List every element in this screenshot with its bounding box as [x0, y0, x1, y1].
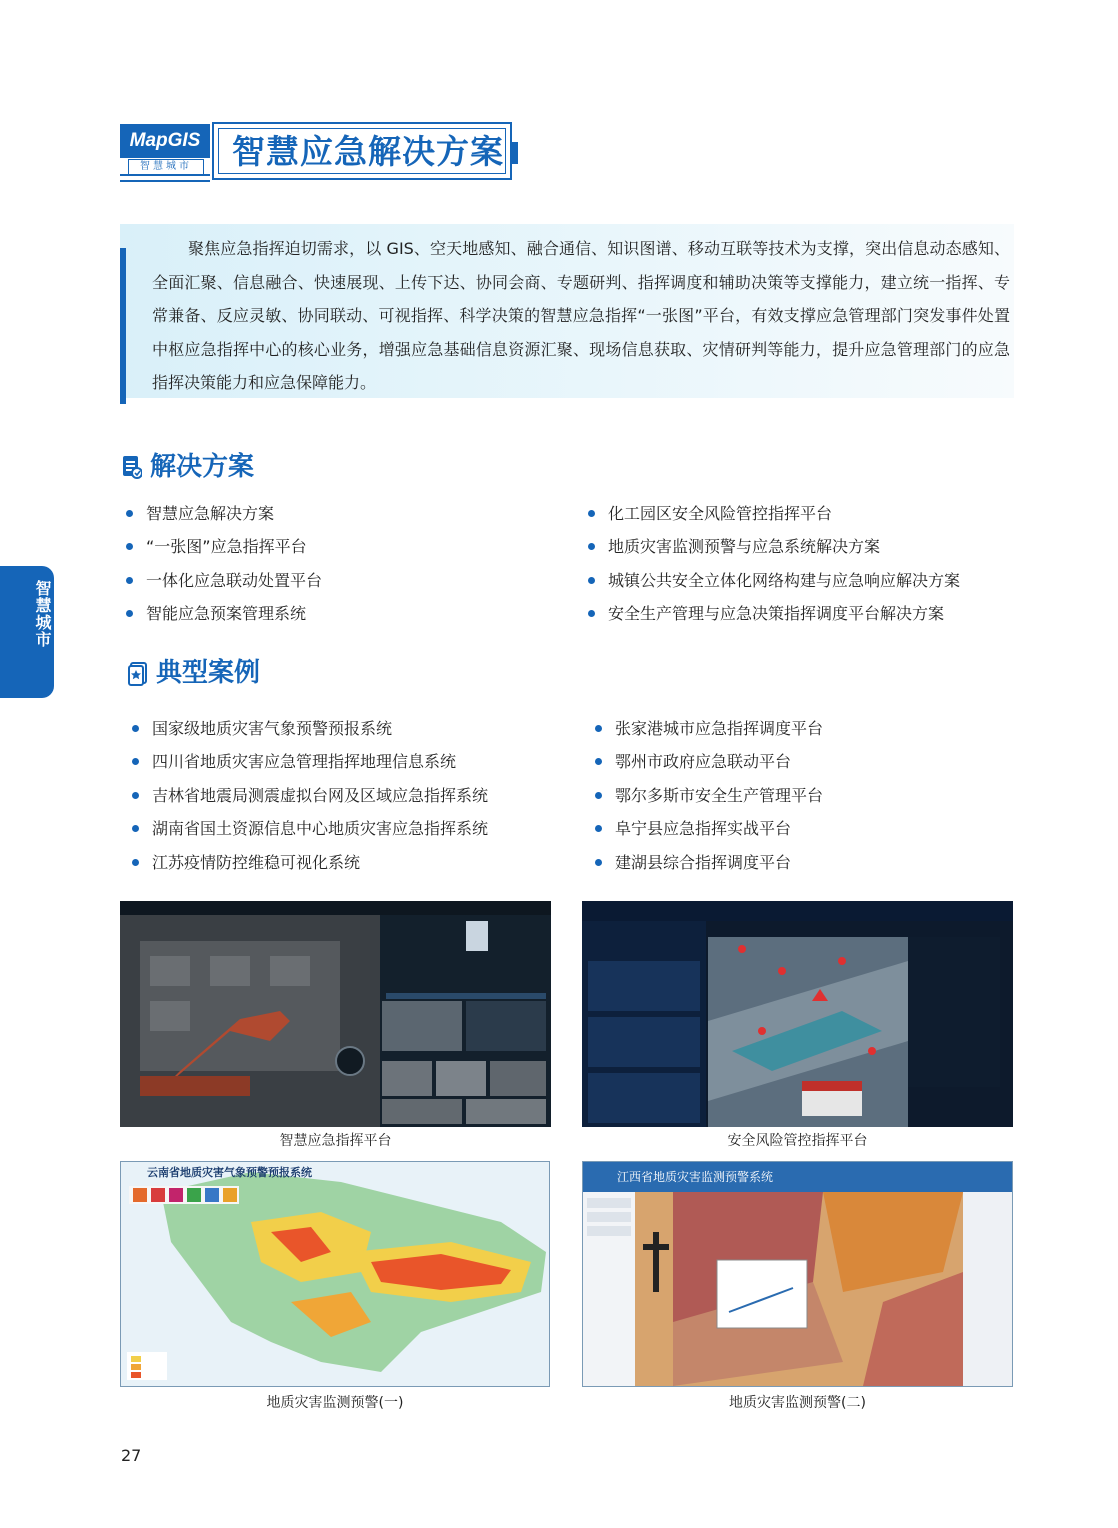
solutions-list-left	[124, 497, 322, 631]
list-item: 智能应急预案管理系统	[124, 597, 322, 630]
list-item: 鄂州市政府应急联动平台	[593, 745, 823, 778]
list-item: 智慧应急解决方案	[124, 497, 322, 530]
logo-brand: MapGIS	[120, 124, 210, 158]
figure-geohazard-one	[120, 1161, 550, 1387]
figure-caption: 地质灾害监测预警(二)	[729, 1395, 866, 1411]
list-item: 江苏疫情防控维稳可视化系统	[130, 846, 488, 879]
cases-list-left	[130, 712, 488, 879]
figure-risk-control	[582, 901, 1013, 1127]
geohazard-map-one	[121, 1162, 549, 1386]
risk-control-image	[582, 901, 1013, 1127]
solutions-heading: 解决方案	[150, 452, 255, 482]
geohazard-map-two	[583, 1162, 1012, 1386]
intro-box	[120, 224, 1014, 398]
side-tab-label: 智慧城市	[33, 580, 52, 648]
page-title: 智慧应急解决方案	[232, 132, 504, 171]
list-item: 吉林省地震局测震虚拟台网及区域应急指挥系统	[130, 779, 488, 812]
intro-text: 聚焦应急指挥迫切需求，以 GIS、空天地感知、融合通信、知识图谱、移动互联等技术为支撑，突出信息动态感知、全面汇聚、信息融合、快速展现、上传下达、协同会商、专题研判、指挥调度和辅助决策等支撑能力，建立统一指挥、专常兼备、反应灵敏、协同联动、可视指挥、科学决策的智慧应急指挥“一张图”平台，有效支撑应急管理部门突发事件处置中枢应急指挥中心的核心业务，增强应急基础信息资源汇聚、现场信息获取、灾情研判等能力，提升应急管理部门的应急指挥决策能力和应急保障能力。	[152, 239, 1010, 392]
side-tab	[0, 566, 54, 698]
figure-caption: 地质灾害监测预警(一)	[266, 1395, 404, 1411]
figure-geohazard-two	[582, 1161, 1013, 1387]
list-item: 阜宁县应急指挥实战平台	[593, 812, 823, 845]
logo-lines	[120, 174, 210, 182]
list-item: 鄂尔多斯市安全生产管理平台	[593, 779, 823, 812]
list-item: 张家港城市应急指挥调度平台	[593, 712, 823, 745]
list-item: 四川省地质灾害应急管理指挥地理信息系统	[130, 745, 488, 778]
logo-subtitle: 智慧城市	[128, 159, 204, 175]
list-item: 建湖县综合指挥调度平台	[593, 846, 823, 879]
geohazard-two-title: 江西省地质灾害监测预警系统	[617, 1170, 774, 1184]
cases-list-right	[593, 712, 823, 879]
document-icon	[122, 455, 142, 479]
figure-caption: 安全风险管控指挥平台	[727, 1133, 868, 1149]
figure-emergency-command	[120, 901, 551, 1127]
figure-caption: 智慧应急指挥平台	[279, 1133, 392, 1149]
list-item: 安全生产管理与应急决策指挥调度平台解决方案	[586, 597, 960, 630]
star-document-icon	[128, 662, 148, 686]
geohazard-one-title: 云南省地质灾害气象预警预报系统	[147, 1166, 312, 1179]
title-bar	[512, 142, 518, 164]
solutions-list-right	[586, 497, 960, 631]
title-frame	[212, 122, 512, 180]
list-item: 化工园区安全风险管控指挥平台	[586, 497, 960, 530]
list-item: 湖南省国土资源信息中心地质灾害应急指挥系统	[130, 812, 488, 845]
list-item: 地质灾害监测预警与应急系统解决方案	[586, 530, 960, 563]
intro-accent	[120, 248, 126, 404]
list-item: “一张图”应急指挥平台	[124, 530, 322, 563]
cases-heading: 典型案例	[156, 658, 261, 688]
list-item: 国家级地质灾害气象预警预报系统	[130, 712, 488, 745]
emergency-command-image	[120, 901, 551, 1127]
list-item: 城镇公共安全立体化网络构建与应急响应解决方案	[586, 564, 960, 597]
page-number: 27	[121, 1446, 142, 1465]
list-item: 一体化应急联动处置平台	[124, 564, 322, 597]
mapgis-logo	[120, 124, 210, 182]
